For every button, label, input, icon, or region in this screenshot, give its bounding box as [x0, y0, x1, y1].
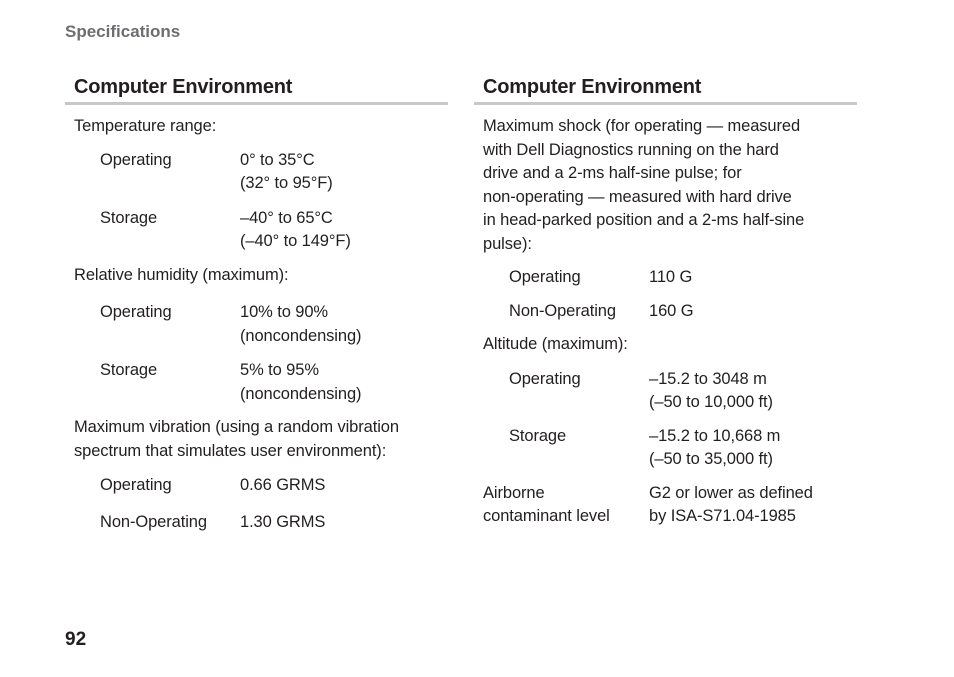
vibration-label-line1: Maximum vibration (using a random vibration — [74, 418, 399, 436]
humidity-label: Relative humidity (maximum): — [74, 265, 289, 284]
altitude-storage-label: Storage — [509, 426, 567, 445]
humidity-operating-note: (noncondensing) — [240, 326, 362, 345]
right-body — [474, 115, 857, 529]
shock-line: drive and a 2-ms half-sine pulse; for — [483, 164, 742, 182]
humidity-storage-row — [74, 359, 448, 406]
vibration-non-operating-label: Non-Operating — [100, 512, 207, 531]
vibration-non-operating-row — [74, 511, 448, 535]
temperature-storage-label: Storage — [100, 208, 158, 227]
vibration-label — [74, 416, 448, 463]
page-number: 92 — [65, 629, 87, 650]
section-label: Specifications — [65, 22, 181, 41]
airborne-value-line1: G2 or lower as defined — [649, 483, 813, 502]
altitude-operating-row — [483, 368, 857, 415]
temperature-storage-value — [240, 207, 448, 254]
right-section-title: Computer Environment — [474, 76, 857, 105]
altitude-operating-value — [649, 368, 857, 415]
humidity-operating-row — [74, 301, 448, 348]
shock-non-operating-value: 160 G — [649, 301, 694, 320]
humidity-operating-label: Operating — [100, 303, 172, 321]
temperature-operating-fahrenheit: (32° to 95°F) — [240, 174, 333, 192]
shock-line: non-operating — measured with hard drive — [483, 187, 792, 206]
airborne-label-line1: Airborne — [483, 483, 545, 502]
temperature-label: Temperature range: — [74, 117, 217, 135]
temperature-storage-celsius: –40° to 65°C — [240, 208, 333, 227]
airborne-value-line2: by ISA-S71.04-1985 — [649, 507, 796, 525]
left-column — [65, 76, 448, 534]
humidity-operating-value — [240, 301, 448, 348]
vibration-label-line2: spectrum that simulates user environment): — [74, 441, 387, 460]
left-section-title: Computer Environment — [65, 76, 448, 105]
shock-operating-value: 110 G — [649, 268, 693, 286]
airborne-label-line2: contaminant level — [483, 507, 610, 525]
vibration-operating-value: 0.66 GRMS — [240, 476, 326, 494]
temperature-storage-fahrenheit: (–40° to 149°F) — [240, 232, 351, 250]
altitude-storage-value — [649, 425, 857, 472]
shock-line: pulse): — [483, 234, 532, 253]
shock-label — [483, 115, 857, 256]
temperature-operating-value — [240, 149, 448, 196]
airborne-contaminant-label — [483, 482, 649, 529]
altitude-storage-row — [483, 425, 857, 472]
altitude-operating-label: Operating — [509, 369, 581, 388]
temperature-operating-label: Operating — [100, 150, 172, 169]
humidity-operating-range: 10% to 90% — [240, 303, 328, 321]
shock-non-operating-row — [483, 300, 857, 324]
humidity-storage-value — [240, 359, 448, 406]
temperature-operating-celsius: 0° to 35°C — [240, 150, 315, 169]
vibration-non-operating-value: 1.30 GRMS — [240, 512, 326, 531]
altitude-storage-meters: –15.2 to 10,668 m — [649, 426, 781, 445]
altitude-storage-feet: (–50 to 35,000 ft) — [649, 450, 773, 468]
airborne-contaminant-value — [649, 482, 857, 529]
humidity-storage-note: (noncondensing) — [240, 384, 362, 403]
altitude-operating-meters: –15.2 to 3048 m — [649, 369, 767, 388]
shock-line: with Dell Diagnostics running on the hard — [483, 140, 779, 159]
right-column — [474, 76, 857, 529]
shock-line: Maximum shock (for operating — measured — [483, 117, 801, 135]
temperature-storage-row — [74, 207, 448, 254]
altitude-operating-feet: (–50 to 10,000 ft) — [649, 393, 773, 411]
shock-non-operating-label: Non-Operating — [509, 301, 616, 320]
shock-operating-row — [483, 266, 857, 290]
shock-operating-label: Operating — [509, 268, 581, 286]
vibration-operating-row — [74, 474, 448, 498]
altitude-label: Altitude (maximum): — [483, 335, 628, 353]
vibration-operating-label: Operating — [100, 476, 172, 494]
left-body — [65, 115, 448, 534]
humidity-storage-range: 5% to 95% — [240, 361, 319, 379]
humidity-storage-label: Storage — [100, 361, 158, 379]
airborne-contaminant-row — [483, 482, 857, 529]
shock-line: in head-parked position and a 2-ms half-sine — [483, 211, 805, 229]
temperature-operating-row — [74, 149, 448, 196]
